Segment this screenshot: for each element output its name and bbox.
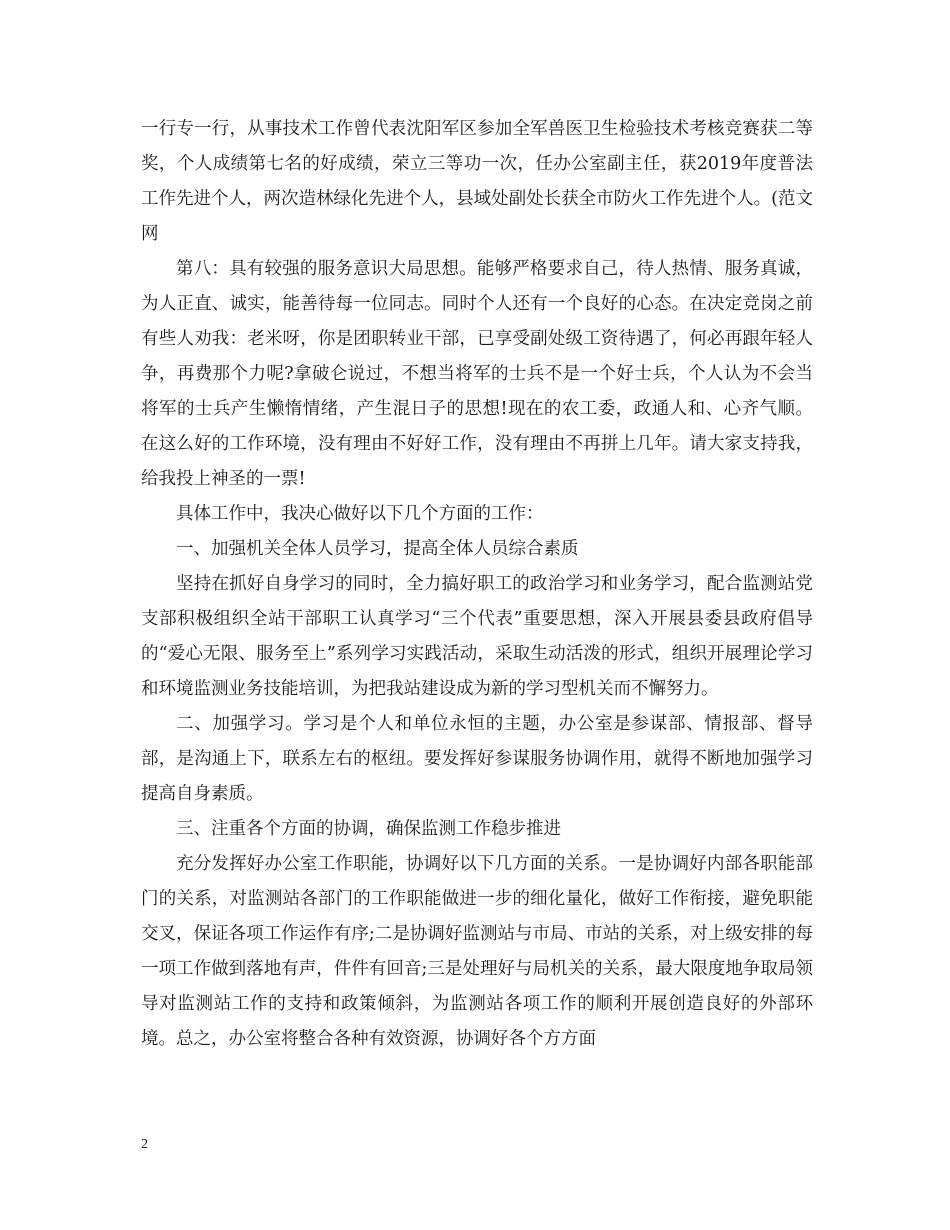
section-heading-1: 一、加强机关全体人员学习，提高全体人员综合素质 — [176, 539, 579, 559]
paragraph-continuation: 一行专一行，从事技术工作曾代表沈阳军区参加全军兽医卫生检验技术考核竞赛获二等奖，个人成绩第七名的好成绩，荣立三等功一次，任办公室副主任，获2019年度普法工作先进个人，两次造林绿化先进个人，县域处副处长获全市防火工作先进个人。(范文网 — [141, 119, 813, 244]
section-heading-2: 二、加强学习。学习是个人和单位永恒的主题，办公室是参谋部、情报部、督导部，是沟通上下，联系左右的枢纽。要发挥好参谋服务协调作用，就得不断地加强学习提高自身素质。 — [141, 714, 813, 804]
paragraph-work-intro: 具体工作中，我决心做好以下几个方面的工作： — [176, 504, 544, 524]
page-number: 2 — [141, 1137, 148, 1152]
paragraph-coordination: 充分发挥好办公室工作职能，协调好以下几方面的关系。一是协调好内部各职能部门的关系，对监测站各部门的工作职能做进一步的细化量化，做好工作衔接，避免职能交叉，保证各项工作运作有序;二是协调好监测站与市局、市站的关系，对上级安排的每一项工作做到落地有声，件件有回音;三是处理好与局机关的关系，最大限度地争取局领导对监测站工作的支持和政策倾斜，为监测站各项工作的顺利开展创造良好的外部环境。总之，办公室将整合各种有效资源，协调好各个方方面 — [141, 854, 813, 1049]
paragraph-study: 坚持在抓好自身学习的同时，全力搞好职工的政治学习和业务学习，配合监测站党支部积极组织全站干部职工认真学习“三个代表”重要思想，深入开展县委县政府倡导的“爱心无限、服务至上”系列学习实践活动，采取生动活泼的形式，组织开展理论学习和环境监测业务技能培训，为把我站建设成为新的学习型机关而不懈努力。 — [141, 574, 813, 699]
document-body — [141, 112, 813, 1057]
paragraph-eighth-point: 第八：具有较强的服务意识大局思想。能够严格要求自己，待人热情、服务真诚，为人正直、诚实，能善待每一位同志。同时个人还有一个良好的心态。在决定竞岗之前有些人劝我：老米呀，你是团职转业干部，已享受副处级工资待遇了，何必再跟年轻人争，再费那个力呢?拿破仑说过，不想当将军的士兵不是一个好士兵，个人认为不会当将军的士兵产生懒惰情绪，产生混日子的思想!现在的农工委，政通人和、心齐气顺。在这么好的工作环境，没有理由不好好工作，没有理由不再拼上几年。请大家支持我，给我投上神圣的一票! — [141, 259, 813, 489]
section-heading-3: 三、注重各个方面的协调，确保监测工作稳步推进 — [176, 819, 561, 839]
